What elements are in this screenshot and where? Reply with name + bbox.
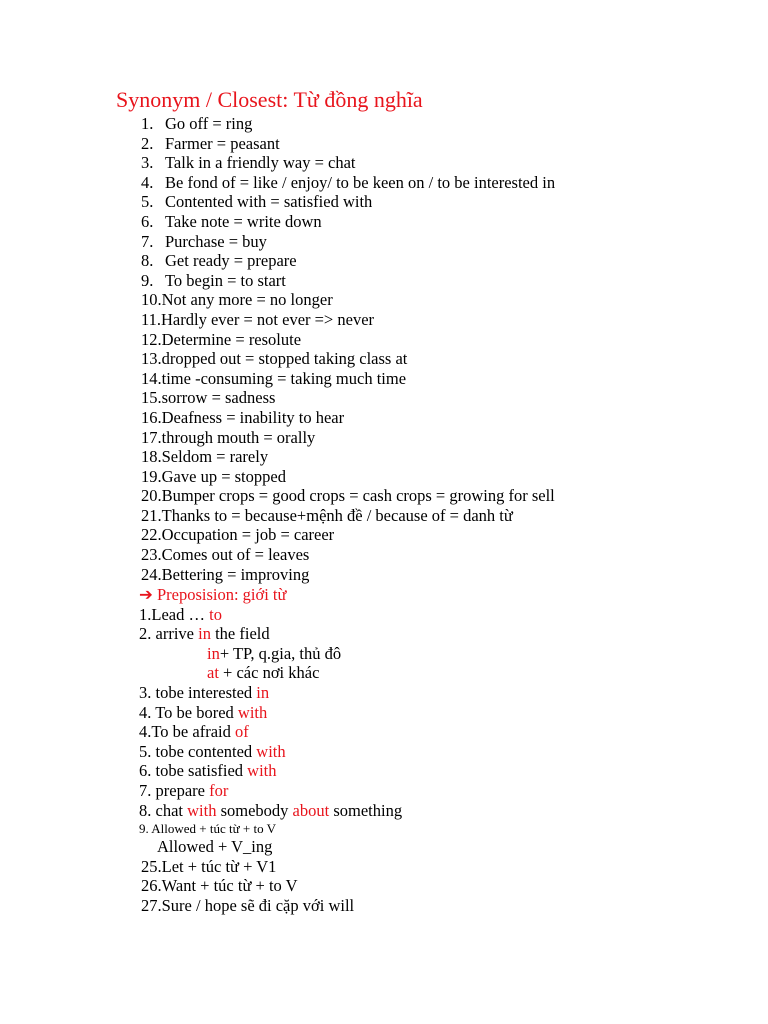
- item-text: something: [329, 800, 403, 820]
- list-item: 26.Want + túc từ + to V: [141, 876, 298, 896]
- list-item: [141, 565, 555, 585]
- item-text: Go off = ring: [165, 114, 253, 133]
- item-text: the field: [210, 624, 270, 644]
- list-item: [141, 134, 555, 154]
- list-item: Allowed + V_ing: [157, 837, 273, 857]
- section-heading: Preposision: giới từ: [156, 585, 287, 604]
- item-number: 23.: [141, 545, 162, 565]
- item-text: Comes out of = leaves: [161, 545, 310, 565]
- list-item: 9. Allowed + túc từ + to V: [139, 821, 277, 837]
- list-item: [141, 486, 555, 506]
- list-item: [141, 251, 555, 271]
- item-text: Take note = write down: [165, 211, 322, 231]
- item-number: 7.: [141, 231, 154, 251]
- item-text: somebody: [216, 800, 293, 820]
- highlighted-preposition: with: [247, 761, 277, 781]
- item-text: sorrow = sadness: [161, 388, 276, 408]
- preposition-section: [139, 585, 402, 916]
- list-item: [139, 663, 402, 683]
- highlighted-preposition: in: [256, 682, 270, 702]
- list-item: [139, 722, 402, 742]
- item-text: Occupation = job = career: [161, 525, 335, 545]
- item-number: 16.: [141, 407, 162, 427]
- list-item: [141, 153, 555, 173]
- highlighted-preposition: with: [256, 741, 286, 761]
- item-text: Seldom = rarely: [161, 447, 269, 467]
- item-text: To begin = to start: [165, 270, 286, 290]
- list-item: [141, 290, 555, 310]
- list-item: [141, 114, 555, 134]
- item-number: 10.: [141, 290, 162, 310]
- list-item: [141, 428, 555, 448]
- item-number: 24.: [141, 564, 162, 584]
- highlighted-preposition: at: [207, 663, 219, 683]
- list-item: [139, 683, 402, 703]
- list-item: 27.Sure / hope sẽ đi cặp với will: [141, 895, 355, 915]
- list-item: [141, 232, 555, 252]
- item-number: 14.: [141, 368, 162, 388]
- item-number: 6.: [141, 211, 154, 231]
- item-number: 9.: [141, 270, 154, 290]
- item-number: 13.: [141, 349, 162, 369]
- highlighted-preposition: in: [207, 643, 220, 663]
- item-text: + các nơi khác: [218, 663, 320, 683]
- list-item: [141, 467, 555, 487]
- item-text: 8. chat: [139, 800, 188, 820]
- item-text: Contented with = satisfied with: [165, 192, 373, 212]
- item-number: 18.: [141, 447, 162, 467]
- item-text: 4. To be bored: [139, 702, 238, 722]
- item-text: through mouth = orally: [161, 427, 316, 447]
- list-item: [141, 447, 555, 467]
- list-item: 25.Let + túc từ + V1: [141, 856, 277, 876]
- item-text: Thanks to = because+mệnh đề / because of = danh từ: [161, 505, 513, 525]
- list-item: [139, 742, 402, 762]
- synonym-list: [141, 114, 555, 584]
- item-number: 8.: [141, 251, 154, 271]
- highlighted-preposition: in: [198, 624, 211, 644]
- list-item: [141, 349, 555, 369]
- arrow-right-icon: ➔: [139, 585, 153, 604]
- highlighted-preposition: for: [209, 780, 229, 800]
- item-number: 11.: [141, 309, 162, 329]
- page-title: Synonym / Closest: Từ đồng nghĩa: [116, 87, 423, 112]
- item-text: Deafness = inability to hear: [161, 407, 345, 427]
- list-item: [141, 271, 555, 291]
- list-item: [139, 644, 402, 664]
- item-text: 2. arrive: [139, 624, 199, 644]
- item-number: 17.: [141, 427, 162, 447]
- item-text: 3. tobe interested: [139, 682, 257, 702]
- list-item: [141, 192, 555, 212]
- item-text: + TP, q.gia, thủ đô: [219, 643, 342, 663]
- highlighted-preposition: with: [237, 702, 268, 722]
- item-text: Farmer = peasant: [165, 133, 280, 153]
- item-text: Determine = resolute: [161, 329, 302, 349]
- item-text: 7. prepare: [139, 780, 210, 800]
- preposition-heading: [139, 585, 402, 605]
- highlighted-preposition: to: [209, 604, 222, 624]
- item-number: 2.: [141, 133, 154, 153]
- item-text: dropped out = stopped taking class at: [161, 349, 408, 369]
- item-number: 19.: [141, 466, 162, 486]
- list-item: [141, 369, 555, 389]
- list-item: [141, 506, 555, 526]
- list-item: [141, 388, 555, 408]
- highlighted-preposition: of: [234, 722, 249, 742]
- item-number: 1.: [141, 114, 154, 133]
- item-text: Hardly ever = not ever => never: [161, 309, 375, 329]
- item-number: 12.: [141, 329, 162, 349]
- item-text: Talk in a friendly way = chat: [165, 153, 356, 173]
- list-item: [141, 310, 555, 330]
- item-number: 15.: [141, 388, 162, 408]
- list-item: [141, 212, 555, 232]
- item-text: 6. tobe satisfied: [139, 761, 248, 781]
- item-number: 20.: [141, 486, 162, 506]
- item-text: Gave up = stopped: [161, 466, 286, 486]
- item-number: 3.: [141, 153, 154, 173]
- list-item: [141, 173, 555, 193]
- item-text: Purchase = buy: [165, 231, 267, 251]
- item-text: time -consuming = taking much time: [161, 368, 407, 388]
- item-text: 5. tobe contented: [139, 741, 257, 761]
- list-item: [139, 624, 402, 644]
- list-item: [141, 525, 555, 545]
- list-item: [141, 408, 555, 428]
- item-text: Be fond of = like / enjoy/ to be keen on / to be interested in: [165, 172, 556, 192]
- item-text: Not any more = no longer: [161, 290, 333, 310]
- item-number: 21.: [141, 505, 162, 525]
- list-item: [141, 330, 555, 350]
- item-number: 5.: [141, 192, 154, 212]
- item-number: 22.: [141, 525, 162, 545]
- item-text: 4.To be afraid: [139, 722, 235, 742]
- list-item: [139, 703, 402, 723]
- item-text: Get ready = prepare: [165, 251, 297, 271]
- list-item: [139, 781, 402, 801]
- highlighted-preposition: with: [187, 800, 217, 820]
- highlighted-preposition: about: [292, 800, 330, 820]
- list-item: [141, 545, 555, 565]
- item-text: 1.Lead …: [139, 604, 210, 624]
- item-text: Bettering = improving: [161, 564, 310, 584]
- list-item: [139, 761, 402, 781]
- list-item: [139, 605, 402, 625]
- item-text: Bumper crops = good crops = cash crops = growing for sell: [161, 486, 555, 506]
- list-item: [139, 801, 402, 821]
- item-number: 4.: [141, 172, 154, 192]
